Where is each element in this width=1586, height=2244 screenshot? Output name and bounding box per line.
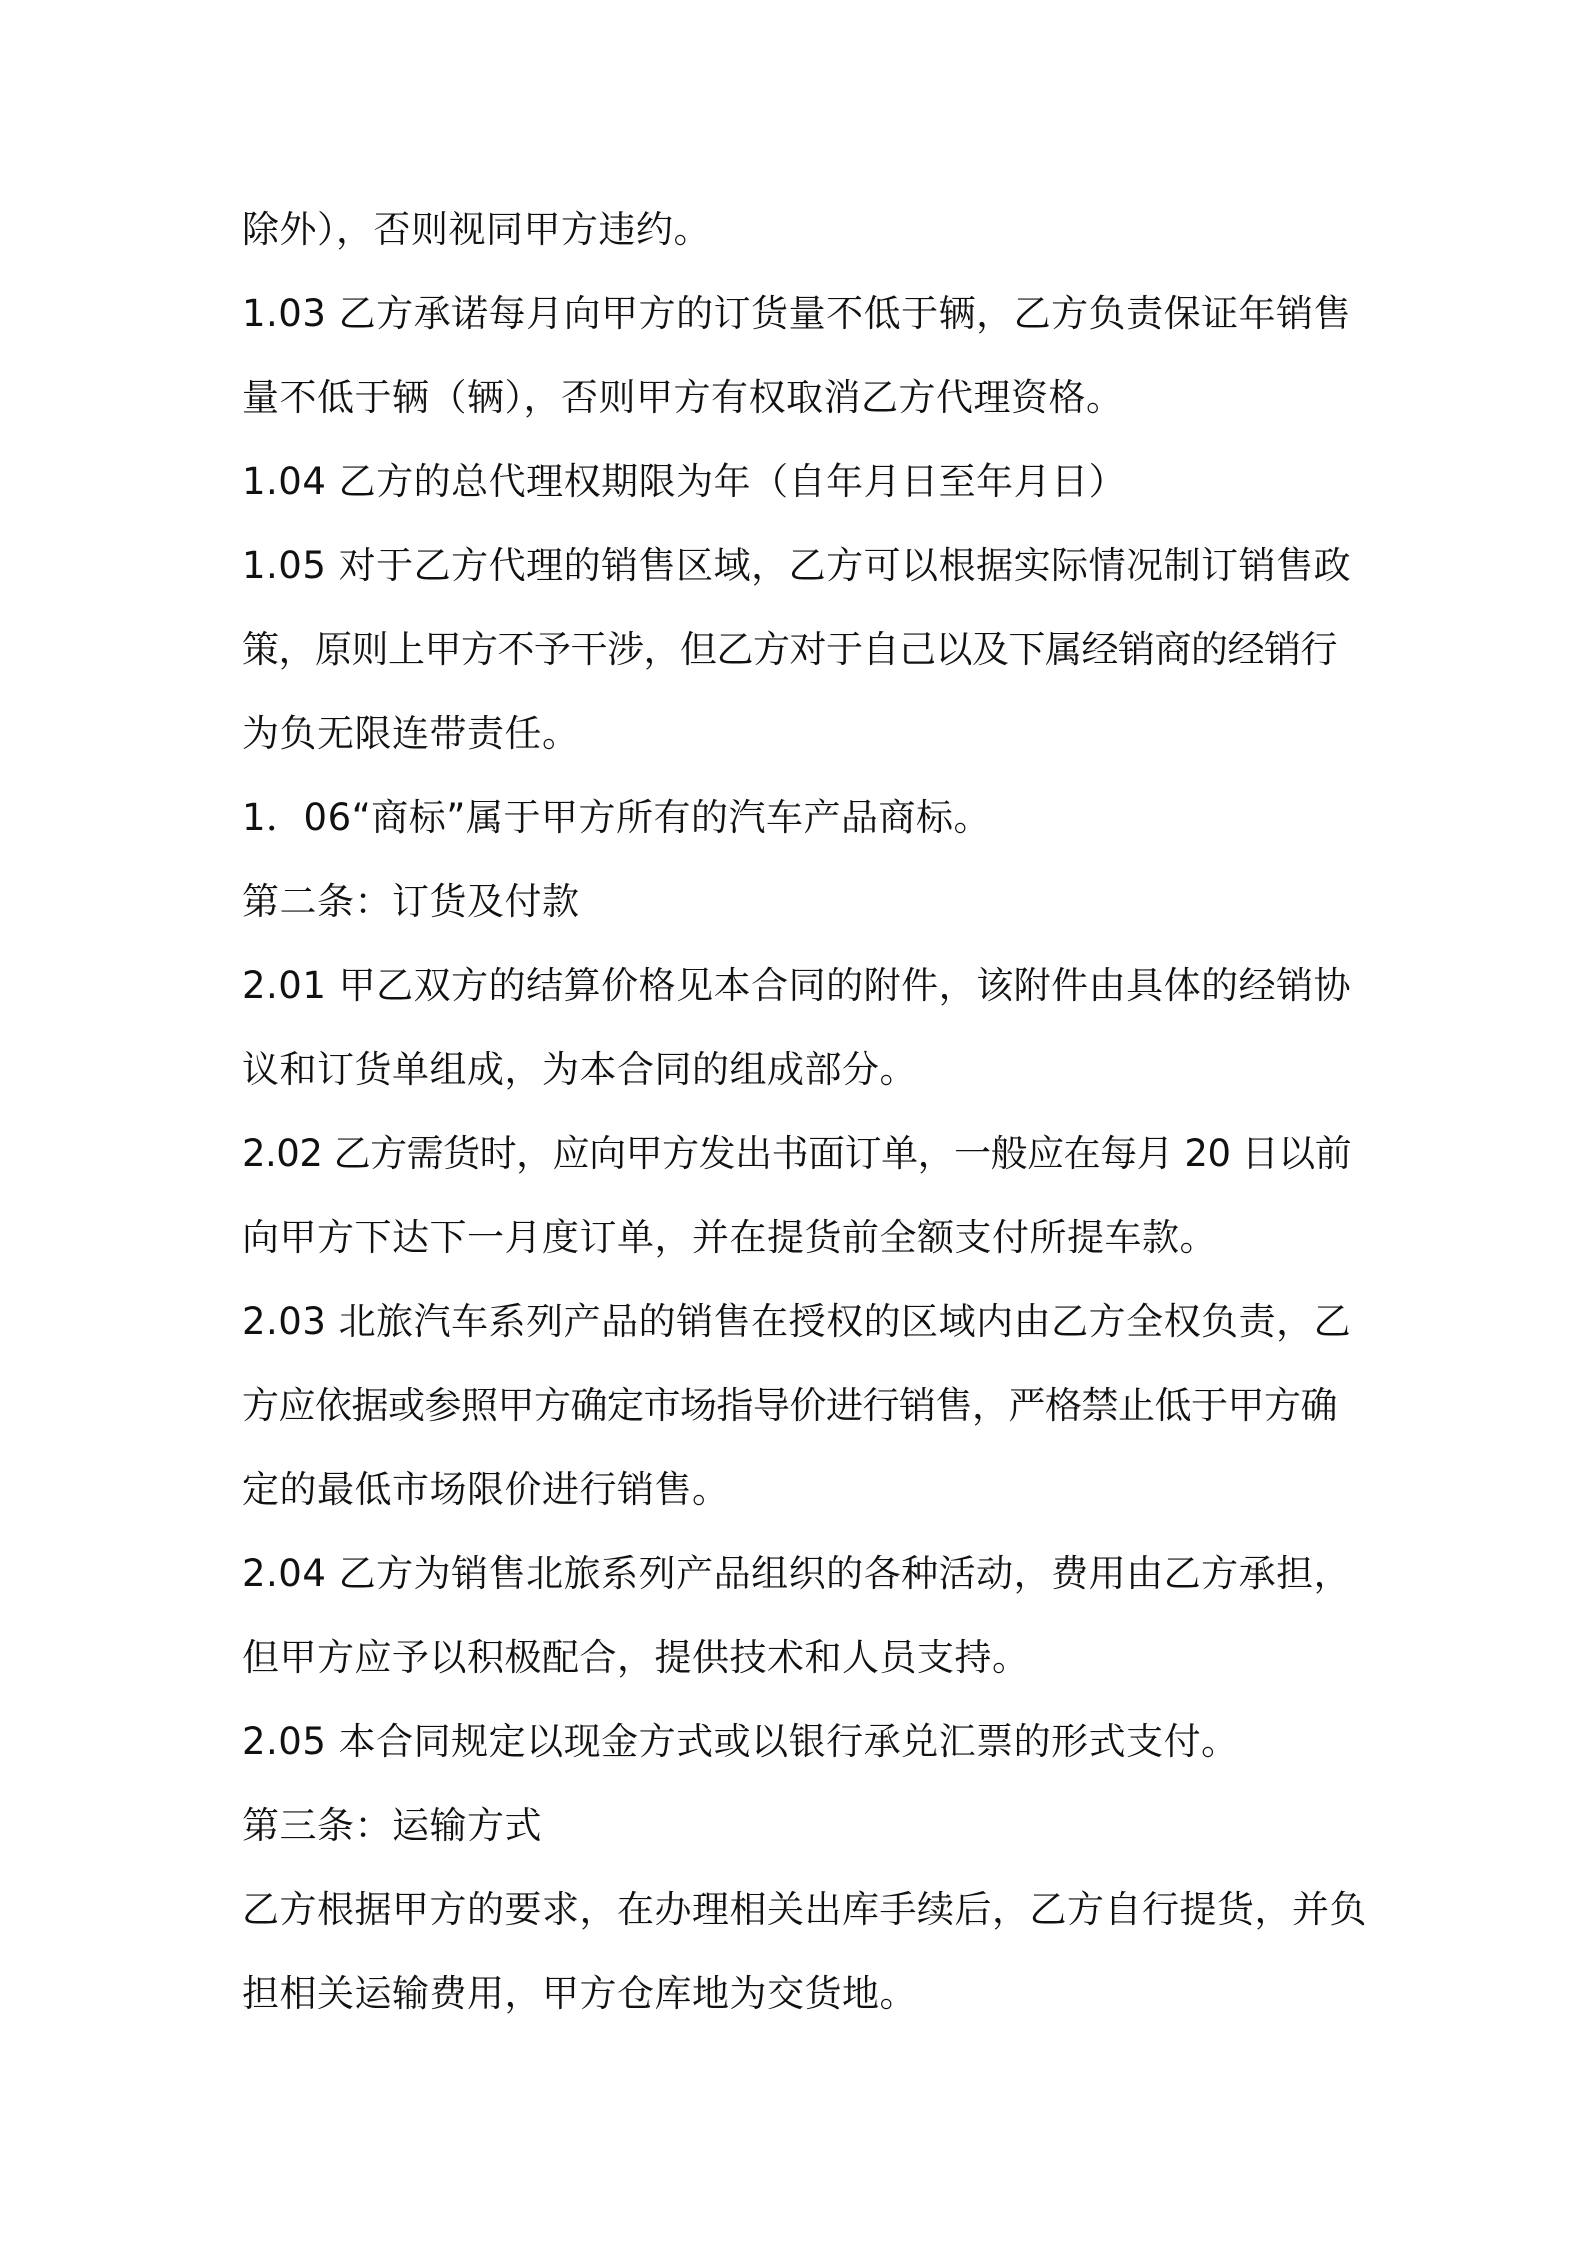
clause-2-01-line-2: 议和订货单组成，为本合同的组成部分。 xyxy=(242,1048,917,1091)
section-3-body-line-1: 乙方根据甲方的要求，在办理相关出库手续后，乙方自行提货，并负 xyxy=(242,1888,1367,1931)
section-3-heading: 第三条：运输方式 xyxy=(242,1804,542,1847)
clause-1-05-line-3: 为负无限连带责任。 xyxy=(242,712,580,755)
clause-2-03-line-1: 2.03 北旅汽车系列产品的销售在授权的区域内由乙方全权负责，乙 xyxy=(242,1300,1352,1343)
contract-text-body xyxy=(242,188,1367,2036)
clause-1-05-line-1: 1.05 对于乙方代理的销售区域，乙方可以根据实际情况制订销售政 xyxy=(242,544,1352,587)
clause-2-03-line-2: 方应依据或参照甲方确定市场指导价进行销售，严格禁止低于甲方确 xyxy=(242,1384,1337,1427)
clause-2-04-line-1: 2.04 乙方为销售北旅系列产品组织的各种活动，费用由乙方承担， xyxy=(242,1552,1352,1595)
text-line: 除外），否则视同甲方违约。 xyxy=(242,208,711,251)
clause-2-02-line-2: 向甲方下达下一月度订单，并在提货前全额支付所提车款。 xyxy=(242,1216,1217,1259)
section-3-body-line-2: 担相关运输费用，甲方仓库地为交货地。 xyxy=(242,1972,917,2015)
clause-1-04: 1.04 乙方的总代理权期限为年（自年月日至年月日） xyxy=(242,460,1127,503)
clause-2-05: 2.05 本合同规定以现金方式或以银行承兑汇票的形式支付。 xyxy=(242,1720,1239,1763)
clause-1-03-line-1: 1.03 乙方承诺每月向甲方的订货量不低于辆，乙方负责保证年销售 xyxy=(242,292,1352,335)
clause-2-04-line-2: 但甲方应予以积极配合，提供技术和人员支持。 xyxy=(242,1636,1030,1679)
section-2-heading: 第二条：订货及付款 xyxy=(242,880,580,923)
clause-1-05-line-2: 策，原则上甲方不予干涉，但乙方对于自己以及下属经销商的经销行 xyxy=(242,628,1337,671)
clause-2-03-line-3: 定的最低市场限价进行销售。 xyxy=(242,1468,730,1511)
clause-2-01-line-1: 2.01 甲乙双方的结算价格见本合同的附件，该附件由具体的经销协 xyxy=(242,964,1352,1007)
clause-1-03-line-2: 量不低于辆（辆），否则甲方有权取消乙方代理资格。 xyxy=(242,376,1124,419)
clause-1-06: 1．06“商标”属于甲方所有的汽车产品商标。 xyxy=(242,796,991,839)
clause-2-02-line-1: 2.02 乙方需货时，应向甲方发出书面订单，一般应在每月 20 日以前 xyxy=(242,1132,1352,1175)
